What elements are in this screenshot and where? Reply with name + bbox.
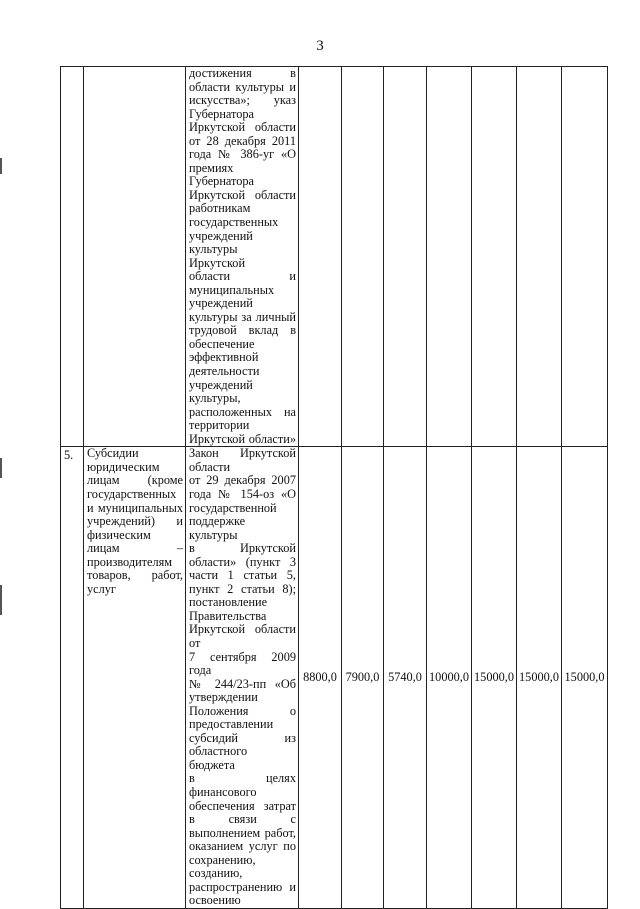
text-line: Иркутской области» xyxy=(189,431,296,446)
text-line: государственных xyxy=(87,486,177,501)
text-line: области культуры и xyxy=(189,79,296,94)
text-line: искусства»; указ xyxy=(189,93,296,108)
value-cell: 5740,0 xyxy=(384,447,427,909)
text-line: культуры за личный xyxy=(189,309,296,324)
value-cell: 15000,0 xyxy=(472,447,517,909)
text-line: учреждений xyxy=(189,377,253,392)
text-line: области» (пункт 3 xyxy=(189,554,296,569)
text-line: от 28 декабря 2011 xyxy=(189,133,296,148)
text-line: Правительства xyxy=(189,608,267,623)
measure-name-cell xyxy=(84,67,186,447)
margin-binding-mark xyxy=(0,158,2,174)
value-cell xyxy=(562,67,608,447)
measure-name-cell xyxy=(84,447,186,909)
text-line: сохранению, xyxy=(189,852,256,867)
text-line: распространению и xyxy=(189,879,296,894)
text-line: поддержке культуры xyxy=(189,514,246,542)
text-line: эффективной xyxy=(189,350,259,365)
text-line: государственной xyxy=(189,500,277,515)
text-line: № 244/23-пп «Об xyxy=(189,676,296,691)
text-line: области и xyxy=(189,269,296,284)
value-cell: 15000,0 xyxy=(562,447,608,909)
text-line: лицам – xyxy=(87,541,183,556)
text-line: Положения о xyxy=(189,703,296,718)
text-line: освоению xyxy=(189,893,241,908)
text-line: достижения в xyxy=(189,66,296,80)
text-line: Иркутской области xyxy=(189,187,296,202)
budget-table xyxy=(60,66,608,909)
margin-binding-mark xyxy=(0,458,2,478)
legal-basis-cell xyxy=(186,67,299,447)
text-line: предоставлении xyxy=(189,717,274,732)
text-line: субсидий из xyxy=(189,730,296,745)
text-line: в Иркутской xyxy=(189,541,296,556)
value-cell xyxy=(472,67,517,447)
table-row xyxy=(61,447,608,909)
row-number-cell: 5. xyxy=(61,447,84,909)
legal-basis-cell xyxy=(186,447,299,909)
text-line: обеспечение xyxy=(189,336,255,351)
text-line: Иркутской области xyxy=(189,622,296,637)
value-cell: 15000,0 xyxy=(517,447,562,909)
text-line: культуры, xyxy=(189,391,241,406)
text-line: государственных xyxy=(189,215,279,230)
text-line: от 29 декабря 2007 xyxy=(189,473,296,488)
value-cell: 7900,0 xyxy=(342,447,384,909)
value-cell: 8800,0 xyxy=(299,447,342,909)
text-line: части 1 статьи 5, xyxy=(189,568,296,583)
text-line: лицам (кроме xyxy=(87,473,183,488)
text-line: Губернатора xyxy=(189,106,255,121)
text-line: оказанием услуг по xyxy=(189,839,296,854)
value-cell xyxy=(342,67,384,447)
text-line: обеспечения затрат xyxy=(189,798,296,813)
value-cell xyxy=(427,67,472,447)
text-line: деятельности xyxy=(189,364,260,379)
text-line: и муниципальных xyxy=(87,500,183,515)
text-line: выполнением работ, xyxy=(189,825,296,840)
text-line: в целях финансового xyxy=(189,771,296,799)
text-line: от xyxy=(189,635,201,650)
row-number-cell xyxy=(61,67,84,447)
text-line: премиях xyxy=(189,160,234,175)
margin-binding-mark xyxy=(0,585,2,615)
value-cell: 10000,0 xyxy=(427,447,472,909)
text-line: учреждений xyxy=(189,228,253,243)
text-line: физическим xyxy=(87,527,151,542)
text-line: области xyxy=(189,459,231,474)
text-line: товаров, работ, xyxy=(87,568,183,583)
text-line: юридическим xyxy=(87,459,160,474)
text-line: учреждений xyxy=(189,296,253,311)
text-line: Закон Иркутской xyxy=(189,446,296,461)
text-line: года № 154-оз «О xyxy=(189,486,296,501)
text-line: утверждении xyxy=(189,690,258,705)
text-line: созданию, xyxy=(189,866,243,881)
text-line: областного бюджета xyxy=(189,744,248,772)
text-line: года № 386-уг «О xyxy=(189,147,296,162)
text-line: работникам xyxy=(189,201,251,216)
text-line: 7 сентября 2009 года xyxy=(189,649,296,678)
text-line: Иркутской области xyxy=(189,120,296,135)
value-cell xyxy=(384,67,427,447)
page-number: 3 xyxy=(316,38,324,54)
text-line: культуры Иркутской xyxy=(189,242,246,270)
text-line: Субсидии xyxy=(87,446,139,461)
text-line: муниципальных xyxy=(189,282,275,297)
text-line: в связи с xyxy=(189,812,296,827)
text-line: услуг xyxy=(87,581,116,596)
table-row xyxy=(61,67,608,447)
text-line: постановление xyxy=(189,595,268,610)
value-cell xyxy=(299,67,342,447)
text-line: Губернатора xyxy=(189,174,255,189)
text-line: пункт 2 статьи 8); xyxy=(189,581,296,596)
value-cell xyxy=(517,67,562,447)
text-line: учреждений) и xyxy=(87,514,183,529)
text-line: трудовой вклад в xyxy=(189,323,296,338)
text-line: производителям xyxy=(87,554,173,569)
text-line: расположенных на xyxy=(189,404,296,419)
text-line: территории xyxy=(189,418,250,433)
